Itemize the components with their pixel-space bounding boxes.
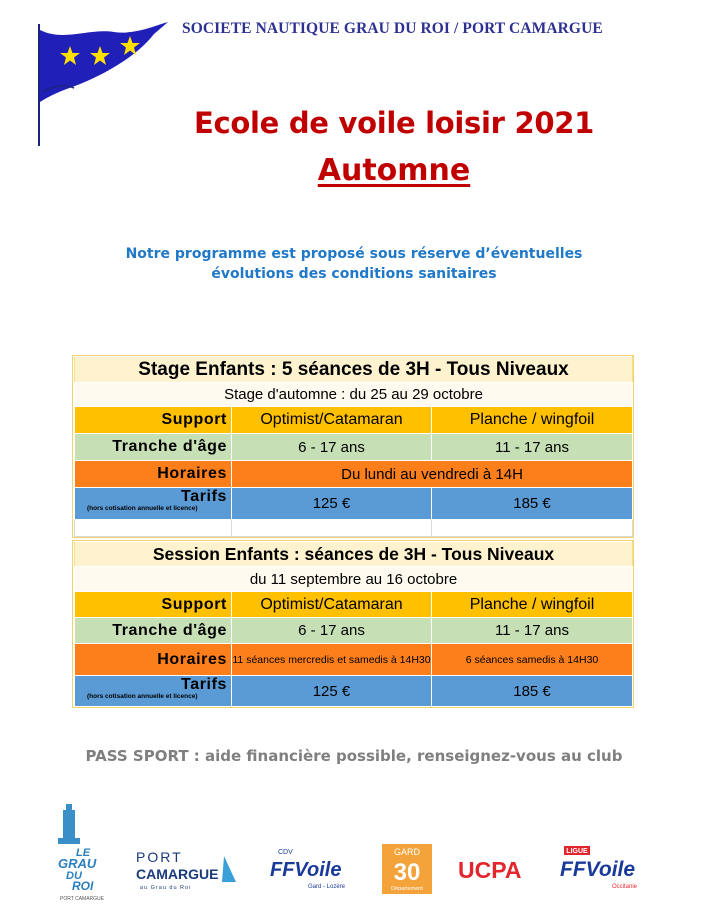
support-value: Optimist/Catamaran <box>232 407 432 434</box>
season-label: Automne <box>317 153 471 188</box>
age-value: 11 - 17 ans <box>432 618 633 644</box>
ffvoile-text: FFVoile <box>270 859 342 881</box>
legrau-tag: PORT CAMARGUE <box>60 896 104 902</box>
stage-table <box>74 356 633 537</box>
stage-title: Stage Enfants : 5 séances de 3H - Tous Niveaux <box>75 357 633 383</box>
table-row <box>75 592 633 618</box>
port-text: PORT <box>136 849 183 865</box>
legrau-text-3: DU <box>66 870 82 882</box>
table-row <box>75 357 633 383</box>
tarif-value: 185 € <box>432 676 633 707</box>
support-value: Optimist/Catamaran <box>232 592 432 618</box>
session-table <box>74 541 633 707</box>
support-value: Planche / wingfoil <box>432 407 633 434</box>
empty-cell <box>432 520 633 537</box>
ligue-text: LIGUE <box>566 848 588 855</box>
sanitary-notice <box>0 244 708 284</box>
age-label: Tranche d'âge <box>75 618 232 644</box>
gard-text: GARD <box>393 847 421 857</box>
page-subtitle <box>40 153 708 188</box>
port-camargue-logo <box>132 848 242 893</box>
empty-cell <box>232 520 432 537</box>
gard-num-text: 30 <box>393 859 421 886</box>
session-dates: du 11 septembre au 16 octobre <box>75 567 633 592</box>
notice-line-1: Notre programme est proposé sous réserve d’éventuelles <box>125 246 583 262</box>
tarifs-label: Tarifs <box>181 676 227 693</box>
table-row <box>75 488 633 520</box>
tarif-value: 125 € <box>232 488 432 520</box>
horaires-value: 6 séances samedis à 14H30 <box>432 644 633 676</box>
support-label: Support <box>75 407 232 434</box>
legrau-text-2: GRAU <box>58 856 97 871</box>
table-row <box>75 461 633 488</box>
stage-dates: Stage d'automne : du 25 au 29 octobre <box>75 383 633 407</box>
age-value: 11 - 17 ans <box>432 434 633 461</box>
cdv-text: CDV <box>278 849 293 856</box>
horaires-value: Du lundi au vendredi à 14H <box>232 461 633 488</box>
sail-icon <box>222 856 236 882</box>
legrau-text-4: ROI <box>72 879 94 893</box>
table-row <box>75 644 633 676</box>
table-row <box>75 618 633 644</box>
horaires-label: Horaires <box>75 461 232 488</box>
tarifs-label: Tarifs <box>181 488 227 505</box>
gard-30-logo <box>382 844 432 894</box>
table-row <box>75 676 633 707</box>
table-row <box>75 434 633 461</box>
ucpa-logo <box>456 856 540 884</box>
camargue-text: CAMARGUE <box>136 866 219 882</box>
notice-line-2: évolutions des conditions sanitaires <box>211 266 497 282</box>
table-row <box>75 520 633 537</box>
tarifs-cell <box>75 676 232 707</box>
age-label: Tranche d'âge <box>75 434 232 461</box>
session-title: Session Enfants : séances de 3H - Tous Niveaux <box>75 542 633 567</box>
partner-logos <box>0 800 708 910</box>
horaires-value: 11 séances mercredis et samedis à 14H30 <box>232 644 432 676</box>
ffvoile-text: FFVoile <box>560 858 636 881</box>
tarifs-cell <box>75 488 232 520</box>
tarifs-note: (hors cotisation annuelle et licence) <box>87 693 198 700</box>
ffvoile-gard-logo <box>266 844 348 894</box>
tarif-value: 125 € <box>232 676 432 707</box>
le-grau-du-roi-logo <box>44 800 114 905</box>
occitanie-text: Occitanie <box>612 884 638 890</box>
gard-tag-text: Département <box>391 886 423 892</box>
table-row <box>75 383 633 407</box>
age-value: 6 - 17 ans <box>232 434 432 461</box>
table-row <box>75 407 633 434</box>
table-row <box>75 542 633 567</box>
ffvoile-occitanie-logo <box>558 844 650 894</box>
ucpa-text: UCPA <box>458 857 522 883</box>
pass-sport-notice: PASS SPORT : aide financière possible, renseignez-vous au club <box>85 747 623 765</box>
support-label: Support <box>75 592 232 618</box>
tarif-value: 185 € <box>432 488 633 520</box>
camargue-tag: au Grau du Roi <box>140 885 192 891</box>
organization-name: SOCIETE NAUTIQUE GRAU DU ROI / PORT CAMARGUE <box>182 20 603 37</box>
tarifs-note: (hors cotisation annuelle et licence) <box>87 505 198 512</box>
age-value: 6 - 17 ans <box>232 618 432 644</box>
legrau-text-1: LE <box>76 847 91 859</box>
support-value: Planche / wingfoil <box>432 592 633 618</box>
empty-cell <box>75 520 232 537</box>
table-row <box>75 567 633 592</box>
lighthouse-icon <box>66 804 72 810</box>
horaires-label: Horaires <box>75 644 232 676</box>
ffvoile-gard-text: Gard - Lozère <box>308 884 346 890</box>
page-title: Ecole de voile loisir 2021 <box>194 106 594 140</box>
